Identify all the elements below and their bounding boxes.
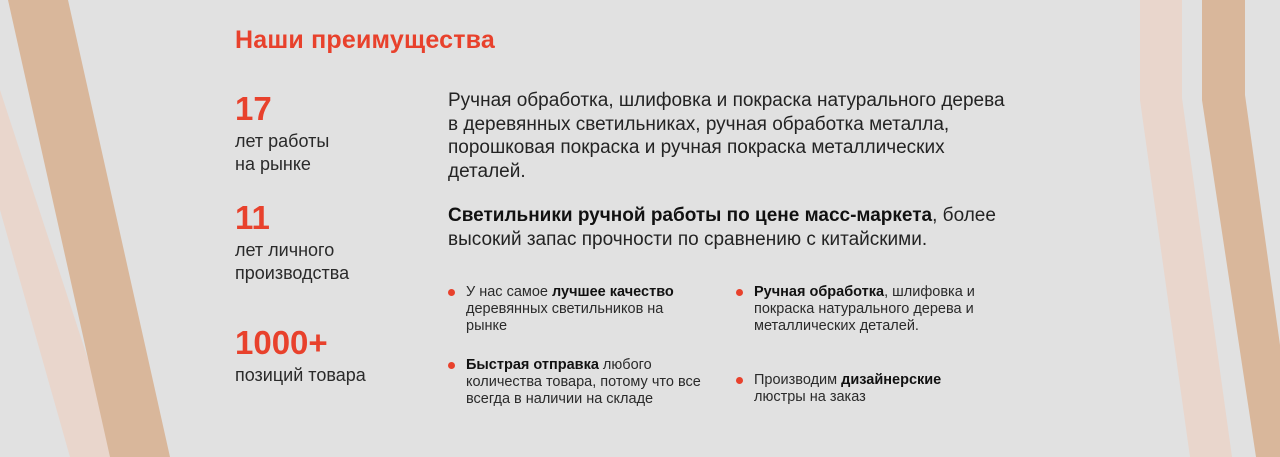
stat-years-production	[235, 201, 349, 285]
stat-products-count	[235, 326, 366, 387]
bullet-dot-icon	[736, 377, 743, 384]
bullet-fast-shipping: Быстрая отправка любого количества товара, потому что все всегда в наличии на складе	[448, 357, 701, 408]
stat-number: 1000+	[235, 324, 328, 361]
stat-years-on-market	[235, 92, 329, 176]
paragraph-handwork: Ручная обработка, шлифовка и покраска натурального дерева в деревянных светильниках, ручная обработка металла, порошковая покраска и ручная покраска металлических деталей.	[448, 90, 1005, 182]
bullet-designer: Производим дизайнерские люстры на заказ	[736, 372, 954, 406]
bullet-dot-icon	[448, 289, 455, 296]
paragraph-price	[448, 204, 1068, 251]
bullet-dot-icon	[448, 362, 455, 369]
stat-label: позиций товара	[235, 365, 366, 385]
section-title: Наши преимущества	[235, 26, 495, 54]
stat-number: 11	[235, 199, 270, 236]
stat-label: лет личного производства	[235, 240, 350, 283]
stat-label: лет работы на рынке	[235, 131, 330, 174]
bullet-dot-icon	[736, 289, 743, 296]
paragraph-price-bold: Светильники ручной работы по цене масс-маркета	[448, 205, 933, 226]
bullet-handwork: Ручная обработка, шлифовка и покраска натурального дерева и металлических деталей.	[736, 284, 979, 335]
stat-number: 17	[235, 90, 272, 127]
bullet-quality: У нас самое лучшее качество деревянных светильников на рынке	[448, 284, 701, 335]
paragraph-price-rest: , более высокий запас прочности по сравнению с китайскими.	[448, 205, 996, 250]
